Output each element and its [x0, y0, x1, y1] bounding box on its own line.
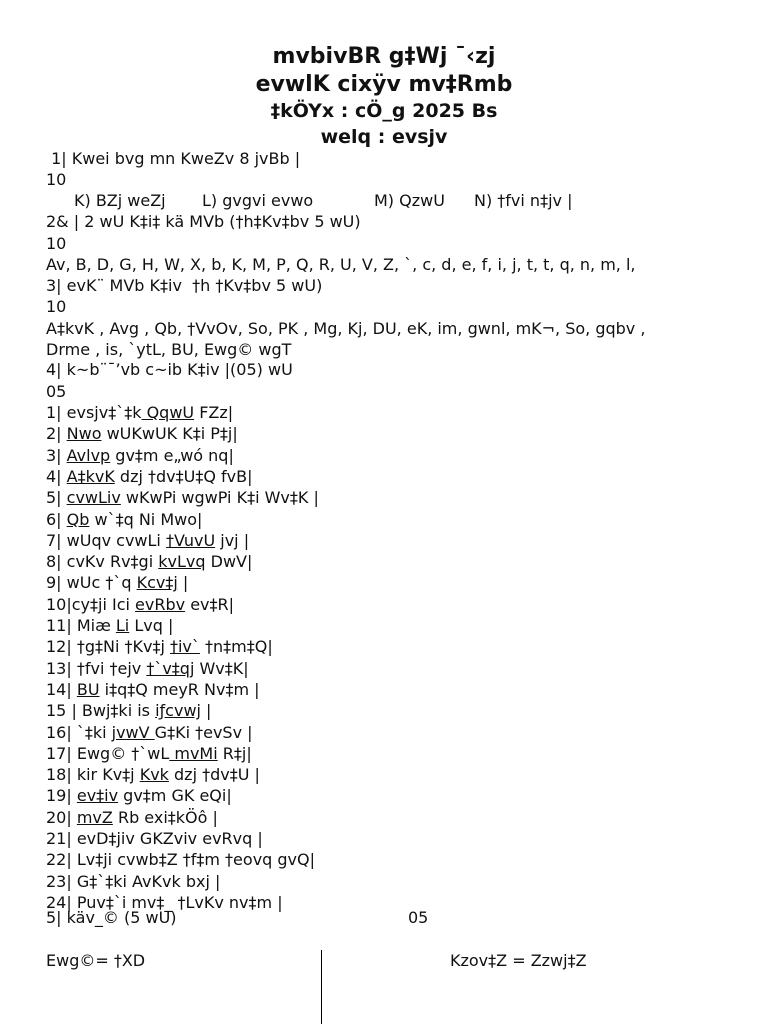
- fill-item-text: 13| †fvi †ejv: [46, 658, 147, 678]
- fill-item-text: 22| Lv‡ji cvwb‡Z †f‡m †eovq gvQ|: [46, 850, 316, 870]
- question-1-option: K) BZj weZj: [74, 191, 166, 210]
- question-1-marks: 10: [46, 170, 67, 189]
- fill-item-text: 10|cy‡ji Ici: [46, 594, 136, 614]
- fill-item-answer: †`v‡qj: [146, 658, 195, 678]
- fill-item-text: 9| wUc †`q: [46, 573, 137, 593]
- fill-item-text: gv‡m e„wó nq|: [110, 445, 234, 465]
- fill-item-text: 4|: [46, 466, 67, 486]
- fill-item: [46, 722, 253, 744]
- fill-item: [46, 402, 233, 424]
- column-divider: [321, 950, 322, 1024]
- fill-item-text: 12| †g‡Ni †Kv‡j: [46, 637, 170, 657]
- fill-item-text: dzj †dv‡U‡Q fvB|: [114, 466, 253, 486]
- question-5-text: 5| käv_© (5 wU): [46, 908, 177, 927]
- fill-item-text: 23| G‡`‡ki AvKvk bxj |: [46, 871, 221, 891]
- fill-item: [46, 466, 252, 488]
- fill-item-answer: Qb: [66, 509, 90, 529]
- fill-item: [46, 530, 249, 552]
- fill-item-answer: A‡kvK: [66, 466, 115, 486]
- fill-item-text: w`‡q Ni Mwo|: [89, 509, 203, 529]
- question-4-marks: 05: [46, 382, 67, 401]
- fill-item-text: 8| cvKv Rv‡gi: [46, 552, 159, 572]
- fill-item-answer: Kvk: [139, 765, 169, 785]
- fill-item-text: 18| kir Kv‡j: [46, 765, 140, 785]
- question-3-text: 3| evK¨ MVb K‡iv †h †Kv‡bv 5 wU): [46, 276, 323, 295]
- fill-item: [46, 828, 263, 850]
- question-2-letters: Av, B, D, G, H, W, X, b, K, M, P, Q, R, U, V, Z, `, c, d, e, f, i, j, t, t, q, n, m, l,: [46, 255, 636, 274]
- fill-item-text: 1| evsjv‡`‡k: [46, 403, 142, 422]
- fill-item-text: dzj †dv‡U |: [168, 765, 260, 785]
- fill-item-text: 19|: [46, 786, 77, 806]
- fill-item: [46, 700, 211, 722]
- fill-item-text: |: [200, 701, 212, 721]
- fill-item-text: wUKwUK K‡i P‡j|: [101, 424, 238, 444]
- question-1-option: M) QzwU: [374, 191, 445, 210]
- fill-item-text: gv‡m GK eQi|: [118, 786, 232, 806]
- fill-item-text: 15 | Bwj‡ki is: [46, 701, 156, 721]
- fill-item-text: wKwPi wgwPi K‡i Wv‡K |: [120, 488, 319, 508]
- fill-item-answer: mvMi: [169, 743, 218, 763]
- fill-item: [46, 572, 188, 594]
- question-5-marks: 05: [408, 908, 429, 927]
- fill-item-answer: Avlvp: [66, 445, 111, 465]
- fill-item-answer: †iv`: [169, 637, 200, 657]
- question-1-option: N) †fvi n‡jv |: [474, 191, 573, 210]
- fill-item-text: jvj |: [215, 530, 250, 550]
- fill-item-text: 11| Miæ: [46, 616, 116, 635]
- exam-title-school: mvbivBR g‡Wj ¯‹zj: [272, 44, 496, 69]
- fill-item: [46, 764, 260, 786]
- fill-item-text: DwV|: [205, 552, 253, 572]
- question-1-option: L) gvgvi evwo: [202, 191, 314, 210]
- fill-item-answer: ev‡iv: [76, 786, 119, 806]
- fill-item-text: 17| Ewg© †`wL: [46, 743, 170, 763]
- fill-item-text: i‡q‡Q meyR Nv‡m |: [99, 679, 260, 699]
- fill-item-answer: Nwo: [66, 424, 102, 444]
- fill-item: [46, 636, 273, 658]
- fill-item-text: ev‡R|: [185, 594, 235, 614]
- fill-item-answer: evRbv: [135, 594, 186, 614]
- fill-item-answer: Li: [115, 616, 130, 635]
- exam-subject: welq : evsjv: [320, 126, 448, 148]
- fill-item: [46, 849, 315, 871]
- question-2-text: 2& | 2 wU K‡i‡ kä MVb (†h‡Kv‡bv 5 wU): [46, 212, 361, 231]
- fill-item-text: 5|: [46, 488, 67, 508]
- fill-item-answer: cvwLiv: [66, 488, 121, 508]
- fill-item-answer: mvZ: [76, 807, 113, 827]
- fill-item-answer: kvLvq: [158, 552, 206, 572]
- fill-item: [46, 487, 319, 509]
- fill-item: [46, 679, 260, 701]
- fill-item-answer: iƒcvwj: [155, 701, 201, 721]
- synonym-right-entry: Kzov‡Z = Zzwj‡Z: [450, 951, 587, 970]
- fill-item-text: 21| evD‡jiv GKZviv evRvq |: [46, 829, 263, 848]
- fill-item-answer: QqwU: [141, 403, 195, 422]
- fill-item-answer: †VuvU: [165, 530, 216, 550]
- fill-item-text: Wv‡K|: [194, 658, 249, 678]
- fill-item-text: 24| Puv‡`i mv‡_ †LvKv nv‡m |: [46, 892, 283, 912]
- fill-item: [46, 807, 218, 829]
- fill-item: [46, 423, 238, 445]
- question-3-words: Drme , is, `ytL, BU, Ewg© wgT: [46, 340, 292, 359]
- exam-class-year: ‡kÖYx : cÖ_g 2025 Bs: [270, 100, 498, 122]
- fill-item-text: †n‡m‡Q|: [199, 637, 273, 657]
- fill-item: [46, 743, 252, 765]
- question-1-text: 1| Kwei bvg mn KweZv 8 jvBb |: [46, 149, 301, 168]
- fill-item-text: 2|: [46, 424, 67, 444]
- fill-item-text: 20|: [46, 807, 77, 827]
- fill-item-text: FZz|: [194, 403, 234, 422]
- question-2-marks: 10: [46, 234, 67, 253]
- fill-item-text: Lvq |: [129, 616, 174, 635]
- fill-item-text: 7| wUqv cvwLi: [46, 530, 166, 550]
- fill-item: [46, 445, 234, 467]
- question-4-text: 4| k~b¨¯’vb c~ib K‡iv |(05) wU: [46, 360, 293, 379]
- fill-item: [46, 509, 202, 531]
- fill-item-text: |: [177, 573, 189, 593]
- fill-item-text: Rb exi‡kÖô |: [112, 807, 218, 827]
- fill-item-text: 6|: [46, 509, 67, 529]
- exam-title-session: evwlK cixÿv mv‡Rmb: [255, 72, 513, 97]
- fill-item-answer: Kcv‡j: [136, 573, 178, 593]
- fill-item: [46, 658, 249, 680]
- fill-item: [46, 594, 234, 616]
- fill-item-answer: BU: [76, 679, 100, 699]
- fill-item-text: 16| `‡ki: [46, 722, 112, 742]
- fill-item-text: G‡Ki †evSv |: [154, 722, 253, 742]
- fill-item: [46, 551, 252, 573]
- fill-item: [46, 785, 232, 807]
- question-3-marks: 10: [46, 297, 67, 316]
- question-3-words: A‡kvK , Avg , Qb, †VvOv, So, PK , Mg, Kj, DU, eK, im, gwnl, mK¬, So, gqbv ,: [46, 319, 646, 338]
- fill-item: [46, 615, 173, 637]
- fill-item-answer: jvwV: [111, 722, 155, 742]
- fill-item-text: 14|: [46, 679, 77, 699]
- fill-item-text: 3|: [46, 445, 67, 465]
- fill-item-text: R‡j|: [217, 743, 252, 763]
- synonym-left-entry: Ewg©= †XD: [46, 951, 146, 970]
- fill-item: [46, 871, 220, 893]
